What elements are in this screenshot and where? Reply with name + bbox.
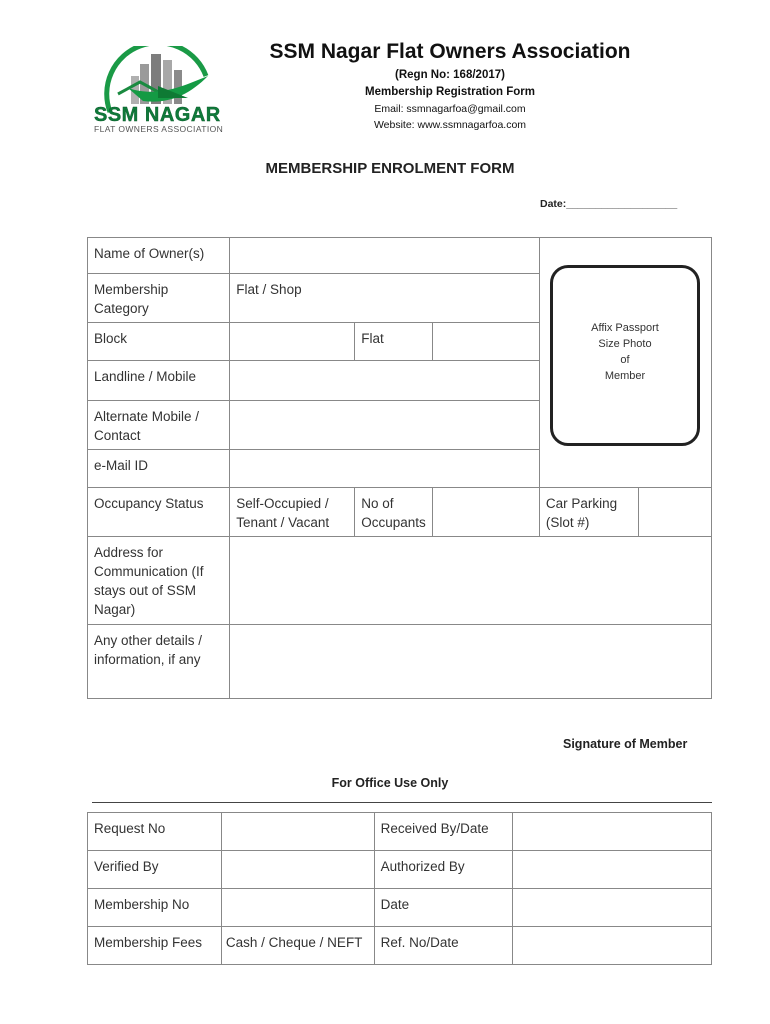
received-by-label: Received By/Date	[374, 813, 513, 851]
date-field[interactable]: Date:___________________	[540, 198, 678, 210]
registration-number: (Regn No: 168/2017)	[395, 69, 505, 81]
authorized-by-label: Authorized By	[374, 851, 513, 889]
signature-label: Signature of Member	[563, 737, 688, 751]
flat-label: Flat	[355, 323, 433, 361]
payment-mode[interactable]: Cash / Cheque / NEFT	[221, 927, 374, 965]
address-input[interactable]	[230, 537, 712, 625]
name-label: Name of Owner(s)	[88, 238, 230, 274]
alt-mobile-input[interactable]	[230, 401, 540, 450]
address-label: Address for Communication (If stays out of SSM Nagar)	[88, 537, 230, 625]
office-use-title: For Office Use Only	[331, 776, 449, 790]
occupants-label: No of Occupants	[355, 488, 433, 537]
name-input[interactable]	[230, 238, 540, 274]
alt-mobile-label: Alternate Mobile / Contact	[88, 401, 230, 450]
office-use-table	[87, 812, 712, 965]
photo-instruction: Affix Passport Size Photo of Member	[591, 322, 659, 382]
ref-no-label: Ref. No/Date	[374, 927, 513, 965]
membership-fees-label: Membership Fees	[88, 927, 222, 965]
divider	[92, 802, 712, 803]
parking-input[interactable]	[639, 488, 712, 537]
flat-input[interactable]	[432, 323, 539, 361]
category-value[interactable]: Flat / Shop	[230, 274, 540, 323]
form-type: Membership Registration Form	[365, 86, 535, 98]
membership-no-input[interactable]	[221, 889, 374, 927]
passport-photo-box[interactable]	[550, 265, 700, 446]
verified-by-label: Verified By	[88, 851, 222, 889]
category-label: Membership Category	[88, 274, 230, 323]
other-details-input[interactable]	[230, 625, 712, 699]
landline-label: Landline / Mobile	[88, 361, 230, 401]
parking-label: Car Parking (Slot #)	[539, 488, 638, 537]
association-title: SSM Nagar Flat Owners Association	[269, 40, 631, 63]
occupancy-options[interactable]: Self-Occupied / Tenant / Vacant	[230, 488, 355, 537]
ref-no-input[interactable]	[513, 927, 712, 965]
received-by-input[interactable]	[513, 813, 712, 851]
occupancy-label: Occupancy Status	[88, 488, 230, 537]
block-input[interactable]	[230, 323, 355, 361]
office-date-input[interactable]	[513, 889, 712, 927]
email-input[interactable]	[230, 450, 540, 488]
other-details-label: Any other details / information, if any	[88, 625, 230, 699]
form-title: MEMBERSHIP ENROLMENT FORM	[265, 160, 515, 177]
request-no-input[interactable]	[221, 813, 374, 851]
block-label: Block	[88, 323, 230, 361]
association-logo	[88, 46, 233, 138]
office-date-label: Date	[374, 889, 513, 927]
verified-by-input[interactable]	[221, 851, 374, 889]
contact-email: Email: ssmnagarfoa@gmail.com	[374, 103, 526, 115]
logo-title: SSM NAGAR	[94, 104, 221, 126]
landline-input[interactable]	[230, 361, 540, 401]
website: Website: www.ssmnagarfoa.com	[373, 119, 527, 131]
logo-subtitle: FLAT OWNERS ASSOCIATION	[94, 124, 224, 134]
authorized-by-input[interactable]	[513, 851, 712, 889]
membership-no-label: Membership No	[88, 889, 222, 927]
request-no-label: Request No	[88, 813, 222, 851]
email-label: e-Mail ID	[88, 450, 230, 488]
occupants-input[interactable]	[432, 488, 539, 537]
